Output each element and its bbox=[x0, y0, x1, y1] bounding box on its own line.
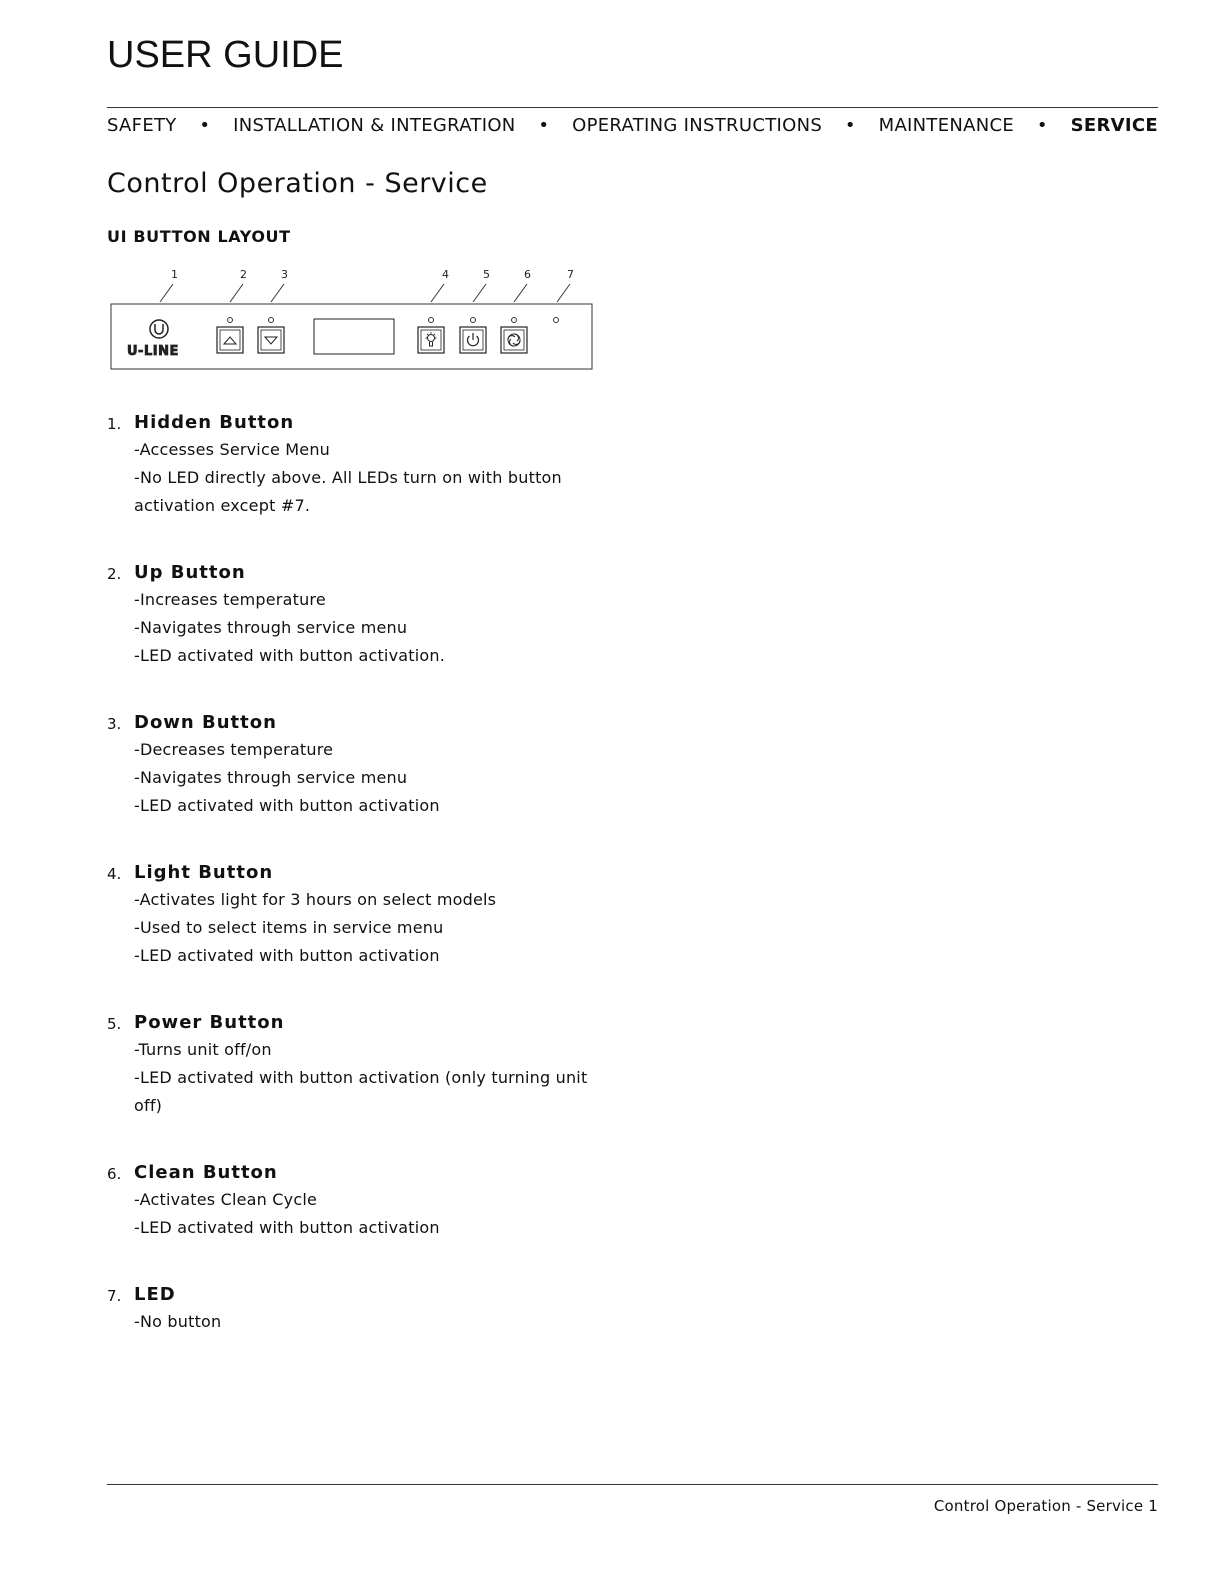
light-button[interactable] bbox=[418, 327, 444, 353]
item-description-line: -Increases temperature bbox=[134, 590, 326, 609]
header-divider bbox=[107, 107, 1158, 108]
power-button[interactable] bbox=[460, 327, 486, 353]
list-item bbox=[107, 410, 627, 520]
callout-7: 7 bbox=[567, 268, 574, 281]
callout-6: 6 bbox=[524, 268, 531, 281]
item-description-line: -LED activated with button activation bbox=[134, 1218, 440, 1237]
u-line-logo-text: U-LINE bbox=[127, 344, 179, 359]
item-description-line: -Navigates through service menu bbox=[134, 768, 408, 787]
nav-separator: • bbox=[538, 115, 550, 136]
callout-leader-lines bbox=[160, 284, 570, 302]
button-description-list bbox=[107, 410, 627, 1336]
list-item bbox=[107, 710, 627, 820]
list-item bbox=[107, 1282, 627, 1336]
item-number: 3. bbox=[107, 715, 122, 733]
control-panel-drawing bbox=[105, 262, 600, 377]
item-description-line: -Turns unit off/on bbox=[134, 1040, 272, 1059]
list-item bbox=[107, 1010, 627, 1120]
nav-separator: • bbox=[1036, 115, 1048, 136]
list-item bbox=[107, 1160, 627, 1242]
clean-button[interactable] bbox=[501, 327, 527, 353]
ui-button-layout-diagram bbox=[105, 262, 600, 377]
section-title: Control Operation - Service bbox=[107, 168, 488, 199]
item-title: Up Button bbox=[134, 562, 246, 583]
section-nav bbox=[107, 115, 1158, 136]
callout-4: 4 bbox=[442, 268, 449, 281]
list-item bbox=[107, 860, 627, 970]
page-footer: Control Operation - Service 1 bbox=[933, 1497, 1158, 1515]
item-number: 2. bbox=[107, 565, 122, 583]
nav-item-service[interactable]: SERVICE bbox=[1070, 115, 1158, 136]
document-title: USER GUIDE bbox=[107, 34, 344, 76]
nav-item-safety[interactable]: SAFETY bbox=[107, 115, 177, 136]
item-number: 7. bbox=[107, 1287, 122, 1305]
item-description-line: -LED activated with button activation bbox=[134, 796, 440, 815]
nav-item-maintenance[interactable]: MAINTENANCE bbox=[878, 115, 1015, 136]
callout-2: 2 bbox=[240, 268, 247, 281]
item-description-line: activation except #7. bbox=[134, 496, 311, 515]
item-description-line: -Activates light for 3 hours on select models bbox=[134, 890, 497, 909]
callout-5: 5 bbox=[483, 268, 490, 281]
down-button[interactable] bbox=[258, 327, 284, 353]
nav-separator: • bbox=[844, 115, 856, 136]
callout-1: 1 bbox=[171, 268, 178, 281]
item-title: LED bbox=[134, 1284, 176, 1305]
item-number: 4. bbox=[107, 865, 122, 883]
item-title: Light Button bbox=[134, 862, 274, 883]
ui-button-layout-heading: UI BUTTON LAYOUT bbox=[107, 227, 291, 246]
callout-3: 3 bbox=[281, 268, 288, 281]
item-number: 6. bbox=[107, 1165, 122, 1183]
item-title: Down Button bbox=[134, 712, 277, 733]
list-item bbox=[107, 560, 627, 670]
item-number: 1. bbox=[107, 415, 122, 433]
item-title: Hidden Button bbox=[134, 412, 295, 433]
item-description-line: off) bbox=[134, 1096, 163, 1115]
item-description-line: -No button bbox=[134, 1312, 222, 1331]
item-description-line: -Activates Clean Cycle bbox=[134, 1190, 318, 1209]
item-description-line: -Navigates through service menu bbox=[134, 618, 408, 637]
item-title: Power Button bbox=[134, 1012, 285, 1033]
item-description-line: -LED activated with button activation bbox=[134, 946, 440, 965]
item-description-line: -LED activated with button activation (only turning unit bbox=[134, 1068, 588, 1087]
nav-separator: • bbox=[199, 115, 211, 136]
item-description-line: -Decreases temperature bbox=[134, 740, 334, 759]
item-description-line: -Used to select items in service menu bbox=[134, 918, 444, 937]
item-description-line: -LED activated with button activation. bbox=[134, 646, 445, 665]
item-description-line: -No LED directly above. All LEDs turn on with button bbox=[134, 468, 562, 487]
item-description-line: -Accesses Service Menu bbox=[134, 440, 331, 459]
nav-item-operating[interactable]: OPERATING INSTRUCTIONS bbox=[572, 115, 823, 136]
up-button[interactable] bbox=[217, 327, 243, 353]
nav-item-installation[interactable]: INSTALLATION & INTEGRATION bbox=[233, 115, 516, 136]
footer-divider bbox=[107, 1484, 1158, 1485]
item-number: 5. bbox=[107, 1015, 122, 1033]
temperature-display bbox=[314, 319, 394, 354]
item-title: Clean Button bbox=[134, 1162, 278, 1183]
